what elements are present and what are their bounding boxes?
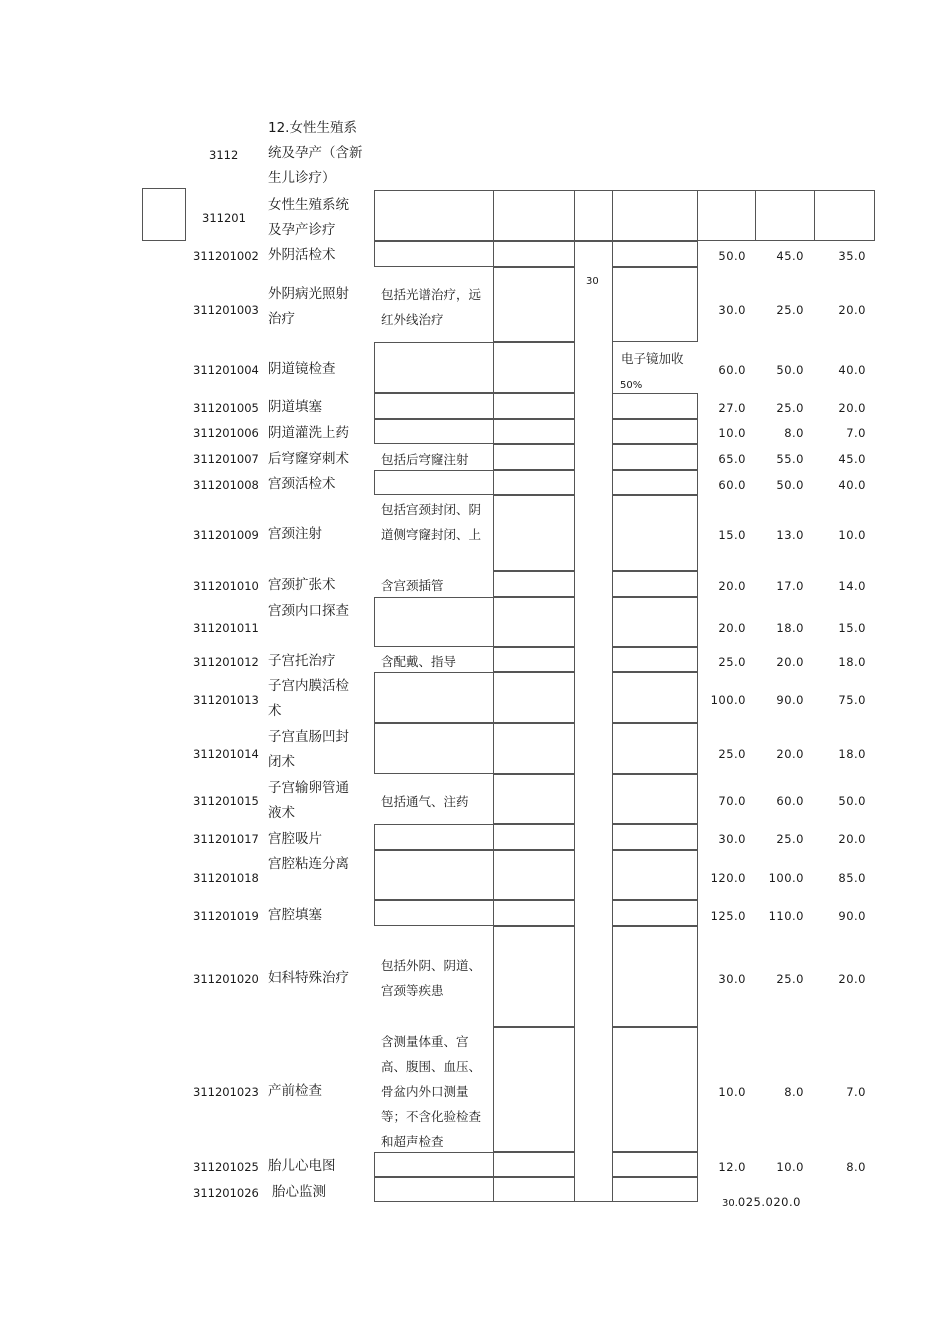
note-cell xyxy=(374,342,494,393)
note-cell xyxy=(374,824,494,850)
price-p2: 25.0 xyxy=(776,832,804,846)
blank-cell xyxy=(493,571,575,597)
blank-cell xyxy=(493,824,575,850)
blank-cell xyxy=(493,672,575,723)
item-code: 311201010 xyxy=(193,579,259,593)
item-note-line: 等；不含化验检查 xyxy=(381,1109,482,1124)
price-p2: 50.0 xyxy=(776,478,804,492)
price-p2: 8.0 xyxy=(784,1085,804,1099)
remark-cell xyxy=(612,900,698,926)
note-cell xyxy=(374,1152,494,1177)
price-p2: 25.0 xyxy=(776,303,804,317)
item-note-line: 含配戴、指导 xyxy=(381,654,457,669)
price-p1: 50.0 xyxy=(718,249,746,263)
item-name-line: 产前检查 xyxy=(268,1083,322,1099)
item-note-line: 包括外阴、阴道、 xyxy=(381,958,482,973)
item-name-line: 宫颈活检术 xyxy=(268,476,336,492)
item-name-line: 子宫托治疗 xyxy=(268,653,336,669)
item-note-line: 包括通气、注药 xyxy=(381,794,469,809)
blank-cell xyxy=(493,597,575,647)
price-p3: 35.0 xyxy=(838,249,866,263)
price-p3: 15.0 xyxy=(838,621,866,635)
remark-cell xyxy=(612,1027,698,1152)
remark-cell xyxy=(612,647,698,672)
blank-cell xyxy=(493,393,575,419)
remark-cell xyxy=(612,267,698,342)
subsection-code: 311201 xyxy=(202,211,246,225)
header-cell-d xyxy=(612,190,698,241)
header-cell-p1 xyxy=(697,190,756,241)
remark-cell xyxy=(612,672,698,723)
blank-cell xyxy=(493,495,575,571)
price-p3: 20.0 xyxy=(838,303,866,317)
price-p1: 60.0 xyxy=(718,363,746,377)
item-note-line: 包括宫颈封闭、阴 xyxy=(381,502,482,517)
header-cell-p3 xyxy=(814,190,875,241)
item-name-line: 阴道填塞 xyxy=(268,399,322,415)
price-p2: 25.0 xyxy=(776,972,804,986)
remark-cell xyxy=(612,393,698,419)
price-p1: 70.0 xyxy=(718,794,746,808)
item-code: 311201003 xyxy=(193,303,259,317)
price-p1: 20.0 xyxy=(718,579,746,593)
note-cell xyxy=(374,850,494,900)
item-note-line: 包括后穹窿注射 xyxy=(381,452,469,467)
price-p1: 120.0 xyxy=(710,871,746,885)
note-cell xyxy=(374,900,494,926)
remark-cell xyxy=(612,723,698,774)
price-p1: 20.0 xyxy=(718,621,746,635)
price-p2: 13.0 xyxy=(776,528,804,542)
blank-cell xyxy=(493,1177,575,1202)
header-cell-b xyxy=(493,190,575,241)
item-note-line: 含测量体重、宫 xyxy=(381,1034,469,1049)
item-note-line: 和超声检查 xyxy=(381,1134,444,1149)
item-name-line: 宫颈扩张术 xyxy=(268,577,336,593)
side-note-line1: 电子镜加收 xyxy=(621,351,684,366)
item-code: 311201009 xyxy=(193,528,259,542)
item-name-line: 宫颈内口探查 xyxy=(268,603,349,619)
price-p1: 25.0 xyxy=(718,747,746,761)
price-p3: 40.0 xyxy=(838,478,866,492)
remark-cell xyxy=(612,597,698,647)
remark-cell xyxy=(612,926,698,1027)
blank-cell xyxy=(493,342,575,393)
remark-cell xyxy=(612,1152,698,1177)
blank-cell xyxy=(493,419,575,444)
price-p3: 45.0 xyxy=(838,452,866,466)
item-code: 311201014 xyxy=(193,747,259,761)
price-p2: 110.0 xyxy=(768,909,804,923)
price-p2: 17.0 xyxy=(776,579,804,593)
price-p2: 25.0 xyxy=(776,401,804,415)
remark-cell xyxy=(612,495,698,571)
price-p1: 10.0 xyxy=(718,426,746,440)
remark-cell xyxy=(612,1177,698,1202)
item-name-line: 子宫直肠凹封 xyxy=(268,729,349,745)
blank-cell xyxy=(493,926,575,1027)
price-p2: 45.0 xyxy=(776,249,804,263)
note-cell xyxy=(374,393,494,419)
item-name-line: 子宫输卵管通 xyxy=(268,780,349,796)
last-row-prices xyxy=(722,1191,801,1210)
price-p1: 100.0 xyxy=(710,693,746,707)
price-p1: 65.0 xyxy=(718,452,746,466)
item-code: 311201018 xyxy=(193,871,259,885)
price-p2: 10.0 xyxy=(776,1160,804,1174)
price-p3: 18.0 xyxy=(838,655,866,669)
price-p2: 20.0 xyxy=(776,747,804,761)
subsection-name-line: 及孕产诊疗 xyxy=(268,222,336,238)
price-p2: 60.0 xyxy=(776,794,804,808)
item-code: 311201026 xyxy=(193,1186,259,1200)
price-p1: 15.0 xyxy=(718,528,746,542)
item-code: 311201023 xyxy=(193,1085,259,1099)
item-note-line: 包括光谱治疗，远 xyxy=(381,287,482,302)
price-p3: 90.0 xyxy=(838,909,866,923)
price-p3: 40.0 xyxy=(838,363,866,377)
item-note-line: 含宫颈插管 xyxy=(381,578,444,593)
item-code: 311201004 xyxy=(193,363,259,377)
price-p3: 75.0 xyxy=(838,693,866,707)
note-cell xyxy=(374,723,494,774)
price-p3: 14.0 xyxy=(838,579,866,593)
blank-cell xyxy=(493,241,575,267)
remark-cell xyxy=(612,850,698,900)
blank-cell xyxy=(493,267,575,342)
price-p1: 12.0 xyxy=(718,1160,746,1174)
note-cell xyxy=(374,1177,494,1202)
side-note-line2: 50% xyxy=(620,380,643,391)
item-note-line: 高、腹围、血压、 xyxy=(381,1059,482,1074)
item-name-line: 宫腔粘连分离 xyxy=(268,856,349,872)
price-p1: 27.0 xyxy=(718,401,746,415)
item-code: 311201015 xyxy=(193,794,259,808)
header-cell-p2 xyxy=(755,190,815,241)
item-code: 311201011 xyxy=(193,621,259,635)
price-p3: 10.0 xyxy=(838,528,866,542)
last-row-price-a: 30. xyxy=(722,1198,738,1209)
marker-box xyxy=(142,188,186,241)
item-note-line: 骨盆内外口测量 xyxy=(381,1084,469,1099)
item-name-line: 宫颈注射 xyxy=(268,526,322,542)
section-title-line: 统及孕产（含新 xyxy=(268,145,363,161)
price-p2: 55.0 xyxy=(776,452,804,466)
remark-cell xyxy=(612,824,698,850)
item-name-line: 宫腔填塞 xyxy=(268,907,322,923)
item-name-line: 闭术 xyxy=(268,754,295,770)
item-name-line: 外阴活检术 xyxy=(268,247,336,263)
price-p2: 100.0 xyxy=(768,871,804,885)
blank-cell xyxy=(493,850,575,900)
item-name-line: 胎心监测 xyxy=(272,1184,326,1200)
item-name-line: 后穹窿穿刺术 xyxy=(268,451,349,467)
item-name-line: 妇科特殊治疗 xyxy=(268,970,349,986)
item-name-line: 阴道镜检查 xyxy=(268,361,336,377)
remark-cell xyxy=(612,774,698,824)
item-code: 311201020 xyxy=(193,972,259,986)
item-name-line: 阴道灌洗上药 xyxy=(268,425,349,441)
merged-cell xyxy=(574,241,613,1202)
last-row-price-b: 025.020.0 xyxy=(737,1195,801,1209)
item-name-line: 宫腔吸片 xyxy=(268,831,322,847)
note-cell xyxy=(374,419,494,444)
price-p3: 20.0 xyxy=(838,401,866,415)
item-code: 311201005 xyxy=(193,401,259,415)
price-p3: 7.0 xyxy=(846,426,866,440)
item-note-line: 宫颈等疾患 xyxy=(381,983,444,998)
blank-cell xyxy=(493,647,575,672)
header-cell-c xyxy=(574,190,613,241)
price-p1: 60.0 xyxy=(718,478,746,492)
blank-cell xyxy=(493,1152,575,1177)
price-p3: 50.0 xyxy=(838,794,866,808)
item-name-line: 子宫内膜活检 xyxy=(268,678,349,694)
item-code: 311201008 xyxy=(193,478,259,492)
item-code: 311201017 xyxy=(193,832,259,846)
price-p3: 18.0 xyxy=(838,747,866,761)
item-note-line: 红外线治疗 xyxy=(381,312,444,327)
note-cell xyxy=(374,470,494,495)
price-p2: 50.0 xyxy=(776,363,804,377)
item-code: 311201013 xyxy=(193,693,259,707)
blank-cell xyxy=(493,774,575,824)
subsection-name-line: 女性生殖系统 xyxy=(268,197,349,213)
note-cell xyxy=(374,672,494,723)
item-name-line: 治疗 xyxy=(268,311,295,327)
price-p2: 8.0 xyxy=(784,426,804,440)
price-p1: 25.0 xyxy=(718,655,746,669)
note-cell xyxy=(374,597,494,647)
price-p1: 30.0 xyxy=(718,832,746,846)
item-code: 311201025 xyxy=(193,1160,259,1174)
remark-cell xyxy=(612,241,698,267)
item-name-line: 液术 xyxy=(268,805,295,821)
blank-cell xyxy=(493,723,575,774)
price-p3: 8.0 xyxy=(846,1160,866,1174)
price-p1: 30.0 xyxy=(718,303,746,317)
item-code: 311201007 xyxy=(193,452,259,466)
item-name-line: 胎儿心电图 xyxy=(268,1158,336,1174)
price-p1: 125.0 xyxy=(710,909,746,923)
item-note-line: 道侧穹窿封闭、上 xyxy=(381,527,482,542)
section-code: 3112 xyxy=(209,148,239,162)
item-name-line: 外阴病光照射 xyxy=(268,286,349,302)
remark-cell xyxy=(612,444,698,470)
header-cell-note xyxy=(374,190,494,241)
merged-value: 30 xyxy=(586,276,599,287)
item-code: 311201019 xyxy=(193,909,259,923)
remark-cell xyxy=(612,571,698,597)
note-cell xyxy=(374,241,494,267)
item-name-line: 术 xyxy=(268,703,282,719)
item-code: 311201006 xyxy=(193,426,259,440)
price-p2: 90.0 xyxy=(776,693,804,707)
price-p2: 18.0 xyxy=(776,621,804,635)
blank-cell xyxy=(493,470,575,495)
blank-cell xyxy=(493,444,575,470)
price-p1: 10.0 xyxy=(718,1085,746,1099)
item-code: 311201012 xyxy=(193,655,259,669)
price-p3: 85.0 xyxy=(838,871,866,885)
section-title-line: 12.女性生殖系 xyxy=(268,120,357,136)
price-p2: 20.0 xyxy=(776,655,804,669)
item-code: 311201002 xyxy=(193,249,259,263)
remark-cell xyxy=(612,470,698,495)
blank-cell xyxy=(493,900,575,926)
section-title-line: 生儿诊疗） xyxy=(268,170,336,186)
blank-cell xyxy=(493,1027,575,1152)
price-p3: 20.0 xyxy=(838,972,866,986)
price-p1: 30.0 xyxy=(718,972,746,986)
price-p3: 7.0 xyxy=(846,1085,866,1099)
remark-cell xyxy=(612,419,698,444)
price-p3: 20.0 xyxy=(838,832,866,846)
